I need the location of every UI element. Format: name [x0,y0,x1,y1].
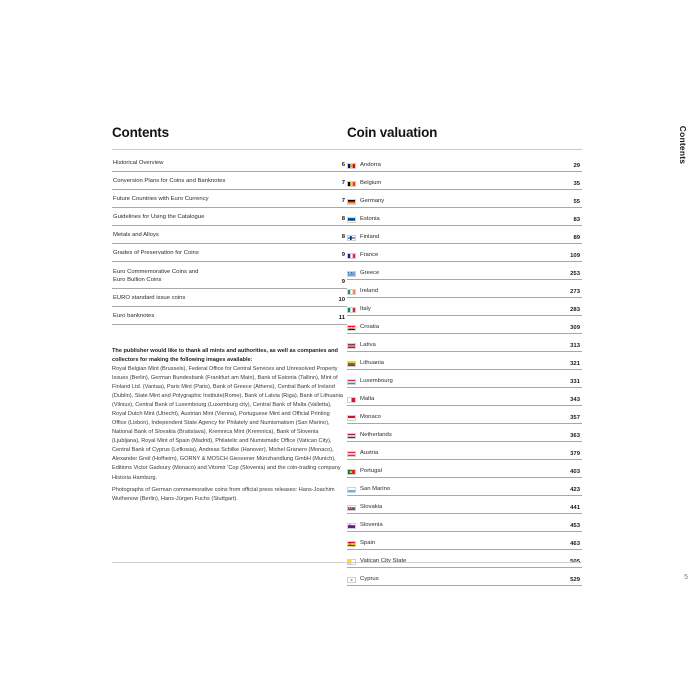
flag-estonia-icon [347,217,356,223]
country-row[interactable] [347,447,582,460]
country-name: Croatia [360,323,379,330]
country-row-wrapper [347,172,582,190]
flag-cyprus-icon [347,577,356,583]
toc-entry-page-number: 8 [341,215,345,222]
country-row[interactable] [347,177,582,190]
country-row-left [347,504,382,513]
toc-entry-page-number: 6 [341,161,345,168]
country-row-left [347,342,376,351]
country-row[interactable] [347,321,582,334]
country-row[interactable] [347,249,582,262]
credits-body: Royal Belgian Mint (Brussels), Federal Office for Central Services and Unresolved Property Issues (Berlin), German Bundesbank (Frankfurt am Main), Bank of Estonia (Tallinn), Mint of Finland Ltd. (Vantaa), Paris Mint (Paris), Bank of Greece (Athens), Central Bank of Ireland (Dublin), State Mint and Polygraphic Institute(Rome), Bank of Latvia (Riga), Bank of Lithuania (Vilnius), Central Bank of Luxembourg (Luxemburg city), Central Bank of Malta (Valletta), Royal Dutch Mint (Utrecht), Austrian Mint (Vienna), Portuguese Mint and Official Printing Office (Lisbon), Independent State Agency for Philately and Numismatism (San Marino), National Bank of Slovakia (Bratislava), Kremnica Mint (Kremnica), Bank of Slovenia (Ljubljana), Royal Mint of Spain (Madrid), Philatelic and Numismatic Office (Vatican City), Central Bank of Cyprus (Lefkosia), Andreas Schilke (Hanover), Michel Granero (Monaco), Alexander Greil (Hofheim), GORNY & MOSCH Giessener Münzhandlung GmbH (Munich), Editions Victor Gadoury (Monaco) and Vitomir ʻCop (Slovenia) and the coin-trading company Historia Hamburg. [112,365,344,481]
country-row-left [347,234,379,243]
country-page-number: 363 [570,433,580,440]
flag-san-marino-icon [347,487,356,493]
toc-entry-label: Grades of Preservation for Coins [113,250,199,257]
country-row[interactable] [347,519,582,532]
toc-entry-label: Metals and Alloys [113,232,159,239]
country-row-wrapper [347,262,582,280]
page-title-coin-valuation: Coin valuation [347,125,438,140]
country-page-number: 453 [570,523,580,530]
country-name: Italy [360,305,371,312]
header-left [112,126,347,141]
toc-entry-page-number: 10 [338,296,345,303]
section-headers [112,126,582,141]
toc-row[interactable] [112,213,347,226]
side-tab-contents [672,118,694,238]
toc-row-wrapper [112,156,347,172]
flag-netherlands-icon [347,433,356,439]
country-row-left [347,378,393,387]
country-name: Germany [360,197,385,204]
country-row-left [347,396,374,405]
country-page-number: 35 [573,181,580,188]
country-name: Austria [360,449,379,456]
country-name: Vatican City State [360,557,407,564]
toc-row-wrapper [112,307,347,325]
credits-lead: The publisher would like to thank all mints and authorities, as well as companies and collectors for making the following images available: [112,347,338,363]
country-row-wrapper [347,316,582,334]
country-row[interactable] [347,393,582,406]
country-row-left [347,450,378,459]
country-row-left [347,252,378,261]
toc-entry-label: Euro Commemorative Coins and Euro Bullion Coins [113,268,199,284]
country-row[interactable] [347,339,582,352]
toc-entry-page-number: 7 [341,197,345,204]
country-row[interactable] [347,159,582,172]
toc-list [112,156,347,325]
country-row-left [347,540,375,549]
country-row-left [347,288,378,297]
flag-slovakia-icon [347,505,356,511]
country-name: Slovenia [360,521,383,528]
country-page-number: 309 [570,325,580,332]
country-row[interactable] [347,537,582,550]
country-row-wrapper [347,370,582,388]
country-row-wrapper [347,156,582,172]
country-row[interactable] [347,195,582,208]
country-row-wrapper [347,388,582,406]
country-name: Luxembourg [360,377,393,384]
flag-germany-icon [347,199,356,205]
toc-entry-label: Guidelines for Using the Catalogue [113,214,205,221]
country-name: France [360,251,379,258]
toc-row-wrapper [112,172,347,190]
country-page-number: 343 [570,397,580,404]
toc-entry-page-number: 8 [341,233,345,240]
country-row[interactable] [347,411,582,424]
country-row-wrapper [347,460,582,478]
country-page-number: 379 [570,451,580,458]
country-row-left [347,270,379,279]
country-page-number: 273 [570,289,580,296]
country-row[interactable] [347,501,582,514]
country-name: San Marino [360,485,391,492]
country-row[interactable] [347,429,582,442]
country-page-number: 463 [570,541,580,548]
country-row-wrapper [347,298,582,316]
country-row-wrapper [347,226,582,244]
country-row-wrapper [347,478,582,496]
toc-entry-label: Future Countries with Euro Currency [113,196,209,203]
country-row-wrapper [347,514,582,532]
toc-row-wrapper [112,289,347,307]
country-row-left [347,414,381,423]
bottom-divider [112,562,582,563]
flag-slovenia-icon [347,523,356,529]
flag-ireland-icon [347,289,356,295]
country-row[interactable] [347,303,582,316]
country-row[interactable] [347,357,582,370]
country-page-number: 331 [570,379,580,386]
toc-row[interactable] [112,294,347,307]
country-row-left [347,360,384,369]
flag-finland-icon [347,235,356,241]
toc-row-wrapper [112,226,347,244]
country-row-wrapper [347,280,582,298]
country-row-wrapper [347,244,582,262]
flag-croatia-icon [347,325,356,331]
country-row-wrapper [347,190,582,208]
country-row-wrapper [347,208,582,226]
country-row-left [347,468,382,477]
toc-row-wrapper [112,190,347,208]
country-page-number: 253 [570,271,580,278]
country-row-wrapper [347,442,582,460]
country-name: Portugal [360,467,382,474]
country-page-number: 529 [570,577,580,584]
country-row-wrapper [347,496,582,514]
country-name: Belgium [360,179,382,186]
country-row-left [347,306,371,315]
country-row-wrapper [347,568,582,586]
content-area [112,126,582,586]
toc-entry-label: EURO standard issue coins [113,295,186,302]
toc-row[interactable] [112,177,347,190]
country-page-number: 423 [570,487,580,494]
country-name: Monaco [360,413,381,420]
country-page-number: 89 [573,235,580,242]
toc-row-wrapper [112,262,347,289]
flag-spain-icon [347,541,356,547]
country-row-wrapper [347,406,582,424]
country-name: Greece [360,269,380,276]
toc-entry-label: Conversion Plans for Coins and Banknotes [113,178,226,185]
country-row-left [347,486,390,495]
country-row-wrapper [347,424,582,442]
credits-body-photographs: Photographs of German commemorative coins from official press releases: Hans-Joachim Wuthenow (Berlin), Hans-Jürgen Fuchs (Stuttgart). [112,486,335,502]
toc-row[interactable] [112,231,347,244]
page-title-contents: Contents [112,125,169,140]
toc-entry-label: Euro banknotes [113,313,155,320]
country-row[interactable] [347,285,582,298]
flag-austria-icon [347,451,356,457]
country-name: Slovakia [360,503,383,510]
flag-luxembourg-icon [347,379,356,385]
country-name: Ireland [360,287,379,294]
country-name: Lithuania [360,359,384,366]
toc-entry-label: Historical Overview [113,160,164,167]
toc-row-wrapper [112,244,347,262]
flag-malta-icon [347,397,356,403]
side-tab-label: Contents [678,125,688,165]
country-name: Finland [360,233,380,240]
country-name: Lativa [360,341,376,348]
toc-row[interactable] [112,312,347,325]
country-row[interactable] [347,213,582,226]
country-row-wrapper [347,352,582,370]
flag-latvia-icon [347,343,356,349]
folio-page-number: 5 [684,574,688,581]
toc-row[interactable] [112,195,347,208]
country-row[interactable] [347,573,582,586]
country-row-left [347,432,392,441]
toc-entry-page-number: 11 [338,314,345,321]
flag-italy-icon [347,307,356,313]
flag-france-icon [347,253,356,259]
country-page-number: 55 [573,199,580,206]
two-column-body [112,156,582,586]
toc-row[interactable] [112,159,347,172]
country-row-wrapper [347,550,582,568]
country-page-number: 109 [570,253,580,260]
country-page-number: 321 [570,361,580,368]
country-name: Malta [360,395,375,402]
country-row[interactable] [347,465,582,478]
toc-row-wrapper [112,208,347,226]
toc-row[interactable] [112,249,347,262]
country-name: Estonia [360,215,380,222]
column-coin-valuation [347,156,582,586]
country-list [347,156,582,586]
country-page-number: 283 [570,307,580,314]
flag-portugal-icon [347,469,356,475]
toc-entry-page-number: 7 [341,179,345,186]
country-name: Netherlands [360,431,392,438]
country-row-wrapper [347,334,582,352]
country-row[interactable] [347,375,582,388]
country-row-left [347,576,379,585]
flag-belgium-icon [347,181,356,187]
credits-block [112,347,344,504]
column-contents [112,156,347,586]
flag-monaco-icon [347,415,356,421]
country-page-number: 357 [570,415,580,422]
country-row[interactable] [347,267,582,280]
header-right [347,126,582,141]
toc-row[interactable] [112,267,347,289]
flag-andorra-icon [347,163,356,169]
country-name: Andorra [360,161,381,168]
country-row-left [347,198,384,207]
country-page-number: 505 [570,559,580,566]
country-page-number: 441 [570,505,580,512]
flag-lithuania-icon [347,361,356,367]
country-row[interactable] [347,483,582,496]
country-page-number: 313 [570,343,580,350]
country-row-left [347,162,381,171]
flag-greece-icon [347,271,356,277]
country-name: Cyprus [360,575,379,582]
country-row-left [347,180,381,189]
header-divider [112,149,582,150]
toc-entry-page-number: 9 [341,278,345,285]
country-row-left [347,324,379,333]
toc-entry-page-number: 9 [341,251,345,258]
country-row-left [347,522,383,531]
country-name: Spain [360,539,376,546]
country-row[interactable] [347,231,582,244]
country-row-wrapper [347,532,582,550]
country-page-number: 83 [573,217,580,224]
country-page-number: 403 [570,469,580,476]
country-row-left [347,216,380,225]
country-page-number: 29 [573,163,580,170]
